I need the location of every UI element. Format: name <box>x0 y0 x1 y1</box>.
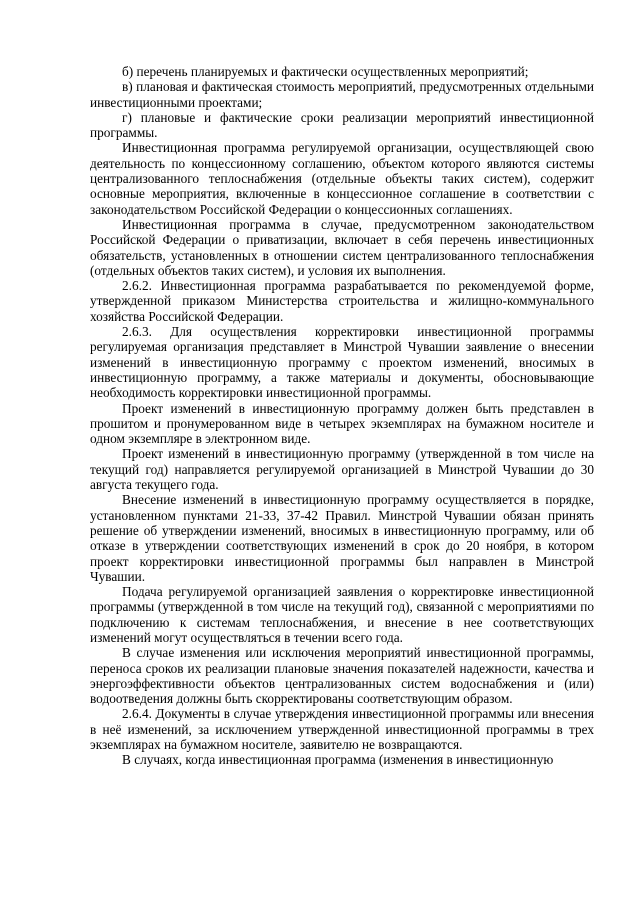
paragraph-2-6-2: 2.6.2. Инвестиционная программа разрабатывается по рекомендуемой форме, утвержденной приказом Министерства строительства и жилищно-коммунального хозяйства Российской Федерации. <box>90 278 594 324</box>
paragraph-amendment-procedure: Внесение изменений в инвестиционную программу осуществляется в порядке, установленном пунктами 21-33, 37-42 Правил. Минстрой Чувашии обязан принять решение об утверждении изменений, вносимых в инвестиционную программу, или об отказе в утверждении соответствующих изменений в срок до 20 ноября, в котором проект корректировки инвестиционной программы был направлен в Минстрой Чувашии. <box>90 492 594 584</box>
document-page <box>90 64 594 768</box>
paragraph-2-6-3: 2.6.3. Для осуществления корректировки инвестиционной программы регулируемая организация представляет в Минстрой Чувашии заявление о внесении изменений в инвестиционную программу с проектом изменений, вносимых в инвестиционную программу, а также материалы и документы, обосновывающие необходимость корректировки инвестиционной программы. <box>90 324 594 401</box>
paragraph-indicator-adjustment: В случае изменения или исключения мероприятий инвестиционной программы, переноса сроков их реализации плановые значения показателей надежности, качества и энергоэффективности объектов централизованных систем водоснабжения и (или) водоотведения должны быть скорректированы соответствующим образом. <box>90 645 594 707</box>
paragraph-project-deadline: Проект изменений в инвестиционную программу (утвержденной в том числе на текущий год) направляется регулируемой организацией в Минстрой Чувашии до 30 августа текущего года. <box>90 446 594 493</box>
paragraph-item-b: б) перечень планируемых и фактически осуществленных мероприятий; <box>122 64 529 79</box>
paragraph-privatization: Инвестиционная программа в случае, предусмотренном законодательством Российской Федерации о приватизации, включает в себя перечень инвестиционных обязательств, установленных в отношении систем централизованного теплоснабжения (отдельных объектов таких систем), и условия их выполнения. <box>90 216 594 278</box>
paragraph-2-6-4: 2.6.4. Документы в случае утверждения инвестиционной программы или внесения в неё изменений, за исключением утвержденной инвестиционной программы в трех экземплярах на бумажном носителе, заявителю не возвращаются. <box>90 706 594 753</box>
paragraph-continuation: В случаях, когда инвестиционная программа (изменения в инвестиционную <box>122 752 554 768</box>
paragraph-item-g: г) плановые и фактические сроки реализации мероприятий инвестиционной программы. <box>90 109 594 141</box>
paragraph-connection-amendments: Подача регулируемой организацией заявления о корректировке инвестиционной программы (утвержденной в том числе на текущий год), связанной с мероприятиями по подключению к системам теплоснабжения, и внесение в нее соответствующих изменений могут осуществляться в течении всего года. <box>90 584 594 645</box>
paragraph-project-format: Проект изменений в инвестиционную программу должен быть представлен в прошитом и пронумерованном виде в четырех экземплярах на бумажном носителе и одном экземпляре в электронном виде. <box>90 400 594 447</box>
paragraph-concession: Инвестиционная программа регулируемой организации, осуществляющей свою деятельность по концессионному соглашению, объектом которого являются системы централизованного теплоснабжения (отдельные объекты таких систем), содержит основные мероприятия, включенные в концессионное соглашение в соответствии с законодательством Российской Федерации о концессионных соглашениях. <box>90 140 594 217</box>
paragraph-item-v: в) плановая и фактическая стоимость мероприятий, предусмотренных отдельными инвестиционными проектами; <box>90 79 594 110</box>
